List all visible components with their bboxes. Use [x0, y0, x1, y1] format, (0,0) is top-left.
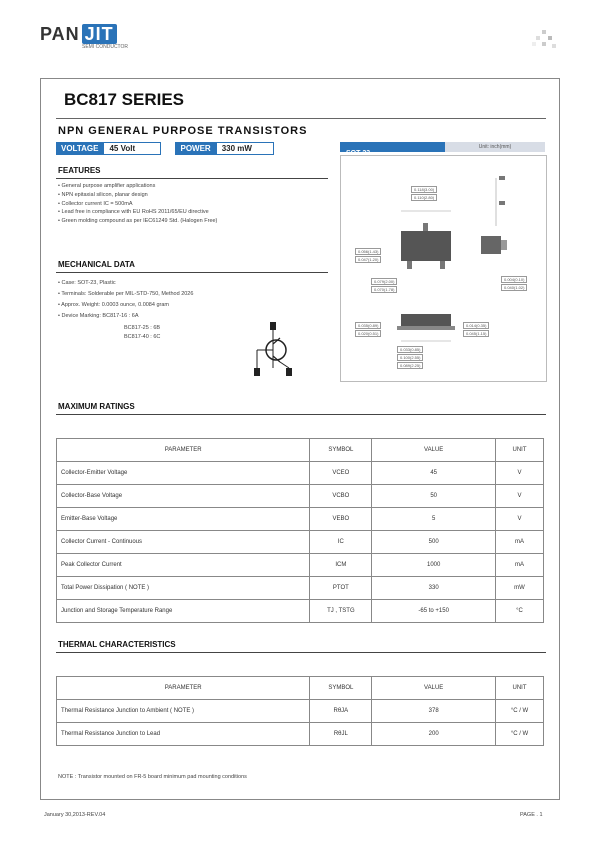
title-divider	[56, 118, 546, 119]
max-ratings-table	[56, 438, 544, 623]
table-cell: °C	[496, 600, 544, 623]
table-row	[57, 554, 544, 577]
dim-label: 0.070(1.78)	[371, 286, 397, 293]
table-cell: V	[496, 485, 544, 508]
table-cell: VEBO	[310, 508, 372, 531]
marking-line: BC817-40 : 6C	[124, 334, 161, 340]
power-value: 330 mW	[216, 142, 274, 155]
dim-label: 0.079(2.00)	[371, 278, 397, 285]
dim-label: 0.089(2.25)	[397, 362, 423, 369]
dim-label: 0.118(3.00)	[411, 186, 437, 193]
table-cell: 200	[372, 723, 496, 746]
footnote: NOTE : Transistor mounted on FR-5 board minimum pad mounting conditions	[58, 774, 247, 780]
thermal-table	[56, 676, 544, 746]
voltage-label: VOLTAGE	[56, 142, 103, 155]
max-ratings-divider	[56, 414, 546, 415]
dim-label: 0.045(1.15)	[463, 330, 489, 337]
table-cell: -65 to +150	[372, 600, 496, 623]
dim-label: 0.020(0.51)	[355, 330, 381, 337]
features-divider	[56, 178, 328, 179]
table-cell: V	[496, 462, 544, 485]
table-cell: VCEO	[310, 462, 372, 485]
power-label: POWER	[175, 142, 215, 155]
table-cell: Collector-Base Voltage	[57, 485, 310, 508]
table-header-row	[57, 677, 544, 700]
column-header: UNIT	[496, 677, 544, 700]
table-cell: Emitter-Base Voltage	[57, 508, 310, 531]
dim-label: 0.040(1.02)	[501, 284, 527, 291]
spec-bar	[56, 142, 274, 155]
package-drawing	[340, 155, 547, 382]
footer-date: January 30,2013-REV.04	[44, 812, 106, 818]
table-cell: mA	[496, 554, 544, 577]
table-row	[57, 462, 544, 485]
column-header: SYMBOL	[310, 677, 372, 700]
dim-label: 0.033(0.85)	[397, 346, 423, 353]
column-header: VALUE	[372, 439, 496, 462]
page-title: BC817 SERIES	[64, 90, 184, 109]
table-cell: Collector-Emitter Voltage	[57, 462, 310, 485]
list-item: • Lead free in compliance with EU RoHS 2011/65/EU directive	[58, 209, 209, 216]
column-header: UNIT	[496, 439, 544, 462]
table-cell: RθJA	[310, 700, 372, 723]
package-outline-drawing	[341, 156, 546, 381]
thermal-heading: THERMAL CHARACTERISTICS	[58, 640, 176, 649]
decorative-dots-icon	[530, 28, 558, 56]
list-item: • Device Marking: BC817-16 : 6A	[58, 313, 139, 319]
max-ratings-heading: MAXIMUM RATINGS	[58, 402, 135, 411]
logo-text-pan: PAN	[40, 24, 80, 44]
table-row	[57, 508, 544, 531]
mechanical-divider	[56, 272, 328, 273]
table-cell: TJ , TSTG	[310, 600, 372, 623]
logo-subtext: SEMI CONDUCTOR	[82, 44, 129, 50]
dim-label: 0.100(2.55)	[397, 354, 423, 361]
logo-text-jit: JIT	[82, 24, 117, 44]
package-unit-note: Unit: inch(mm)	[445, 142, 545, 152]
table-cell: °C / W	[496, 700, 544, 723]
list-item: • General purpose amplifier applications	[58, 183, 156, 189]
table-cell: °C / W	[496, 723, 544, 746]
table-cell: 378	[372, 700, 496, 723]
table-cell: 1000	[372, 554, 496, 577]
page-subtitle: NPN GENERAL PURPOSE TRANSISTORS	[58, 125, 308, 137]
dim-label: 0.110(2.80)	[411, 194, 437, 201]
column-header: SYMBOL	[310, 439, 372, 462]
features-heading: FEATURES	[58, 166, 101, 175]
list-item: • Terminals: Solderable per MIL-STD-750, Method 2026	[58, 291, 194, 297]
table-row	[57, 600, 544, 623]
table-cell: Thermal Resistance Junction to Ambient ( NOTE )	[57, 700, 310, 723]
table-row	[57, 485, 544, 508]
table-cell: V	[496, 508, 544, 531]
table-cell: Thermal Resistance Junction to Lead	[57, 723, 310, 746]
voltage-value: 45 Volt	[103, 142, 161, 155]
table-cell: 330	[372, 577, 496, 600]
list-item: • Green molding compound as per IEC61249 Std. (Halogen Free)	[58, 218, 218, 225]
table-cell: 500	[372, 531, 496, 554]
footer-page-number: PAGE . 1	[520, 812, 543, 818]
transistor-schematic-icon	[246, 322, 302, 378]
list-item: • Collector current IC = 500mA	[58, 200, 133, 207]
column-header: PARAMETER	[57, 439, 310, 462]
mechanical-list	[58, 278, 193, 322]
table-cell: Peak Collector Current	[57, 554, 310, 577]
dim-label: 0.004(0.10)	[501, 276, 527, 283]
marking-lines	[124, 324, 160, 342]
list-item: • Case: SOT-23, Plastic	[58, 280, 116, 286]
table-cell: IC	[310, 531, 372, 554]
table-cell: Total Power Dissipation ( NOTE )	[57, 577, 310, 600]
table-row	[57, 577, 544, 600]
table-cell: mW	[496, 577, 544, 600]
mechanical-heading: MECHANICAL DATA	[58, 260, 135, 269]
thermal-divider	[56, 652, 546, 653]
table-row	[57, 723, 544, 746]
table-cell: ICM	[310, 554, 372, 577]
package-header	[340, 142, 545, 157]
column-header: PARAMETER	[57, 677, 310, 700]
table-cell: PTOT	[310, 577, 372, 600]
features-list	[58, 182, 217, 226]
dim-label: 0.047(1.20)	[355, 256, 381, 263]
marking-line: BC817-25 : 6B	[124, 325, 161, 331]
table-cell: 5	[372, 508, 496, 531]
table-cell: 50	[372, 485, 496, 508]
table-row	[57, 700, 544, 723]
table-cell: Collector Current - Continuous	[57, 531, 310, 554]
table-cell: VCBO	[310, 485, 372, 508]
package-label: SOT-23	[346, 150, 371, 157]
list-item: • Approx. Weight: 0.0003 ounce, 0.0084 gram	[58, 302, 169, 308]
table-cell: RθJL	[310, 723, 372, 746]
column-header: VALUE	[372, 677, 496, 700]
table-row	[57, 531, 544, 554]
list-item: • NPN epitaxial silicon, planar design	[58, 191, 148, 198]
table-cell: 45	[372, 462, 496, 485]
company-logo	[40, 24, 117, 45]
dim-label: 0.035(0.89)	[355, 322, 381, 329]
table-cell: mA	[496, 531, 544, 554]
dim-label: 0.014(0.35)	[463, 322, 489, 329]
table-header-row	[57, 439, 544, 462]
table-cell: Junction and Storage Temperature Range	[57, 600, 310, 623]
dim-label: 0.056(1.43)	[355, 248, 381, 255]
